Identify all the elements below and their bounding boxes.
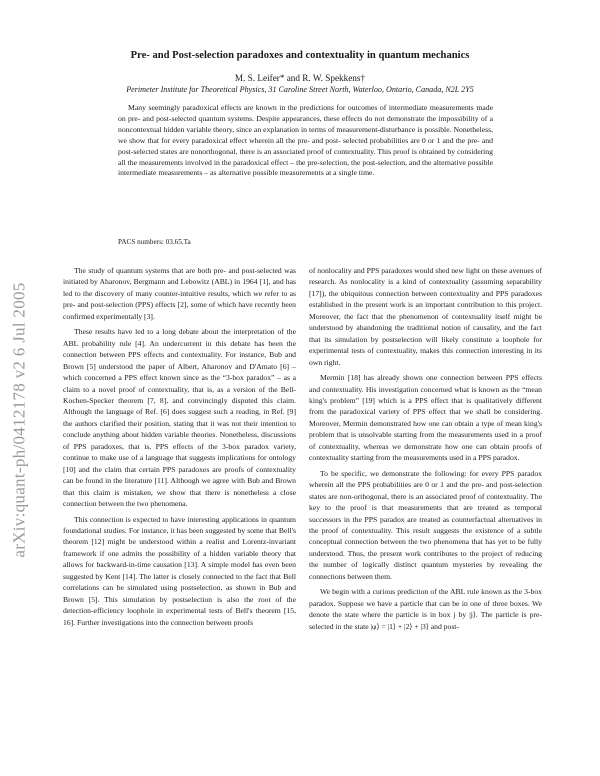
paragraph: To be specific, we demonstrate the following: for every PPS paradox wherein all the PPS probabilities are 0 or 1 and the pre- and post-selection states are non-orthogonal, there is an associated proof of contextuality. The key to the proof is that measurements that are treated as temporal successors in the PPS paradox are treated as counterfactual alternatives in the proof of contextuality. This result suggests the existence of a subtle conceptual connection between the two phenomena that has yet to be fully understood. Thus, the present work contributes to the project of reducing the number of logically distinct quantum mysteries by revealing the connections between them. xyxy=(309,468,542,581)
paragraph: of nonlocality and PPS paradoxes would shed new light on these avenues of research. As nonlocality is a kind of contextuality (assuming separability [17]), the ubiquitous connection between contextuality and PPS paradoxes established in the present work is an important contribution to this project. Moreover, the fact that the phenomenon of contextuality itself might be understood by abandoning the traditional notion of causality, and the fact that its simulation by postselection will likely constitute a loophole for experimental tests of contextuality, makes this connection interesting in its own right. xyxy=(309,266,542,367)
paper-affiliation: Perimeter Institute for Theoretical Physics, 31 Caroline Street North, Waterloo, Ontario, Canada, N2L 2Y5 xyxy=(126,85,474,94)
paragraph: These results have led to a long debate about the interpretation of the ABL probability rule [4]. An undercurrent in this debate has been the connection between PPS effects and contextuality. For instance, Bub and Brown [5] understood the paper of Albert, Aharonov and D'Amato [6] – which concerned a PPS effect known since as the “3-box paradox” – as a claim to a novel proof of contextuality, that is, as a version of the Bell-Kochen-Specker theorem [7, 8], and convincingly disputed this claim. Although the language of Ref. [6] does suggest such a reading, in Ref. [9] the authors clarified their position, stating that it was not their intention to conclude anything about hidden variable theories. Nonetheless, discussions of PPS paradoxes, that is, PPS effects of the 3-box paradox variety, continue to make use of a language that suggests implications for ontology [10] and the claim that certain PPS paradoxes are proofs of contextuality can be found in the literature [11]. Although we agree with Bub and Brown that this claim is mistaken, we show that there is nonetheless a close connection between the two phenomena. xyxy=(63,327,296,509)
paragraph: The study of quantum systems that are both pre- and post-selected was initiated by Aharonov, Bergmann and Lebowitz (ABL) in 1964 [1], and has led to the discovery of many counter-intuitive results, which we refer to as pre- and post-selection (PPS) effects [2], some of which have recently been confirmed experimentally [3]. xyxy=(63,266,296,321)
arxiv-stamp: arXiv:quant-ph/0412178 v2 6 Jul 2005 xyxy=(10,282,30,558)
paper-title: Pre- and Post-selection paradoxes and contextuality in quantum mechanics xyxy=(130,50,470,61)
left-column xyxy=(63,265,296,632)
abstract: Many seemingly paradoxical effects are known in the predictions for outcomes of intermediate measurements made on pre- and post-selected quantum systems. Despite appearances, these effects do not demonstrate the impossibility of a noncontextual hidden variable theory, since an explanation in terms of measurement-disturbance is possible. Nonetheless, we show that for every paradoxical effect wherein all the pre- and post- selected probabilities are 0 or 1 and the pre- and post-selected states are nonorthogonal, there is an associated proof of contextuality. This proof is obtained by considering all the measurements involved in the paradoxical effect – the pre-selection, the post-selection, and the alternative possible intermediate measurements – as alternative possible measurements at a single time. xyxy=(118,103,493,178)
paragraph: Mermin [18] has already shown one connection between PPS effects and contextuality. His investigation concerned what is known as the “mean king's problem” [19] which is a PPS effect that is qualitatively different from the paradoxical variety of PPS effect that we shall be considering. Moreover, Mermin demonstrated how one can obtain a type of mean king's problem that is unsolvable starting from the measurements used in a proof of contextuality, whereas we demonstrate how one can obtain proofs of contextuality starting from the measurements used in a PPS paradox. xyxy=(309,373,542,463)
paper-authors: M. S. Leifer* and R. W. Spekkens† xyxy=(234,73,366,83)
right-column xyxy=(309,265,542,636)
paragraph: We begin with a curious prediction of the ABL rule known as the 3-box paradox. Suppose we have a particle that can be in one of three boxes. We denote the state where the particle is in box j by |j⟩. The particle is pre-selected in the state |φ⟩ = |1⟩ + |2⟩ + |3⟩ and post- xyxy=(309,587,542,631)
pacs-numbers: PACS numbers: 03.65.Ta xyxy=(118,238,191,246)
paragraph: This connection is expected to have interesting applications in quantum foundational studies. For instance, it has been suggested by some that Bell's theorem [12] might be understood within a realist and Lorentz-invariant framework if one admits the possibility of a hidden variable theory that allows for backward-in-time causation [13]. A simple model has even been suggested by Kent [14]. The latter is closely connected to the fact that Bell correlations can be simulated using postselection, as shown in Bub and Brown [5]. This simulation by postselection is also the root of the detection-efficiency loophole in experimental tests of Bell's theorem [15, 16]. Further investigations into the connection between proofs xyxy=(63,514,296,627)
